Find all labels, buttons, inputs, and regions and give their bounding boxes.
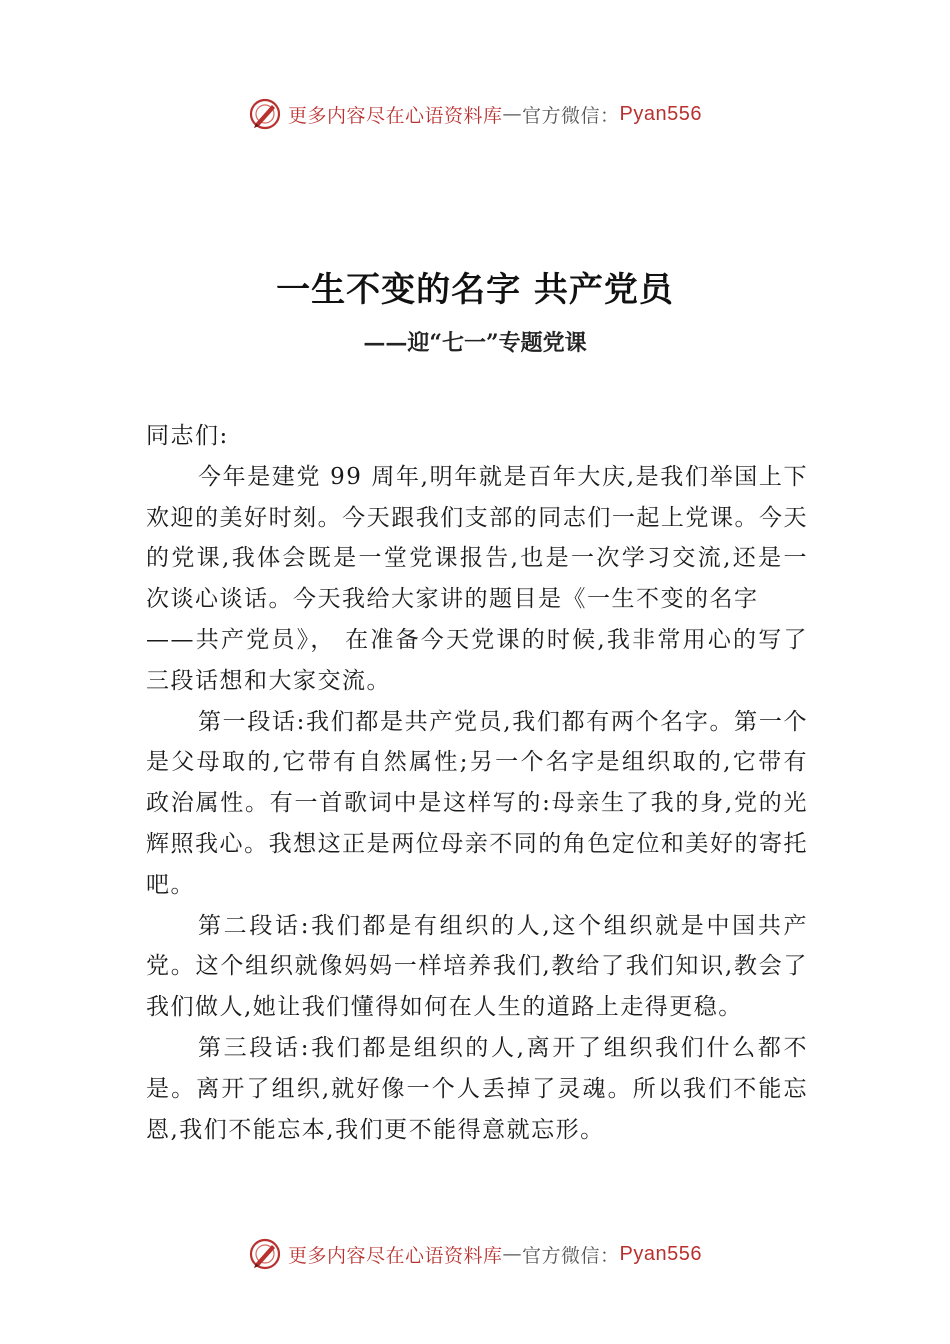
banner-wechat-id: Pyan556 bbox=[619, 1242, 702, 1265]
banner-dash: — bbox=[502, 103, 523, 125]
pen-circle-logo-icon bbox=[248, 1237, 282, 1271]
paragraph: 第一段话:我们都是共产党员,我们都有两个名字。第一个是父母取的,它带有自然属性;另一个名字是组织取的,它带有政治属性。有一首歌词中是这样写的:母亲生了我的身,党的光辉照我心。我想这正是两位母亲不同的角色定位和美好的寄托吧。 bbox=[146, 708, 808, 898]
paragraph: ——共产党员》， 在准备今天党课的时候,我非常用心的写了三段话想和大家交流。 bbox=[146, 626, 808, 694]
banner-wechat-id: Pyan556 bbox=[619, 102, 702, 125]
document-body bbox=[146, 416, 808, 1150]
paragraph: 第二段话:我们都是有组织的人,这个组织就是中国共产党。这个组织就像妈妈一样培养我们,教给了我们知识,教会了我们做人,她让我们懂得如何在人生的道路上走得更稳。 bbox=[146, 912, 808, 1021]
header-banner bbox=[0, 94, 950, 134]
banner-text: 更多内容尽在心语资料库 bbox=[288, 104, 503, 127]
document-title: 一生不变的名字 共产党员 bbox=[276, 270, 674, 310]
banner-wechat-label: 官方微信： bbox=[522, 104, 620, 127]
banner-dash: — bbox=[502, 1243, 523, 1265]
banner-wechat-label: 官方微信： bbox=[522, 1244, 620, 1267]
paragraph: 第三段话:我们都是组织的人,离开了组织我们什么都不是。离开了组织,就好像一个人丢掉了灵魂。所以我们不能忘恩,我们不能忘本,我们更不能得意就忘形。 bbox=[146, 1034, 808, 1143]
footer-banner bbox=[0, 1234, 950, 1274]
greeting: 同志们: bbox=[146, 423, 229, 449]
banner-text: 更多内容尽在心语资料库 bbox=[288, 1244, 503, 1267]
pen-circle-logo-icon bbox=[248, 97, 282, 131]
document-subtitle: ——迎“七一”专题党课 bbox=[363, 330, 587, 356]
paragraph: 今年是建党 99 周年,明年就是百年大庆,是我们举国上下欢迎的美好时刻。今天跟我们支部的同志们一起上党课。今天的党课,我体会既是一堂党课报告,也是一次学习交流,还是一次谈心谈话。今天我给大家讲的题目是《一生不变的名字 bbox=[146, 463, 808, 613]
